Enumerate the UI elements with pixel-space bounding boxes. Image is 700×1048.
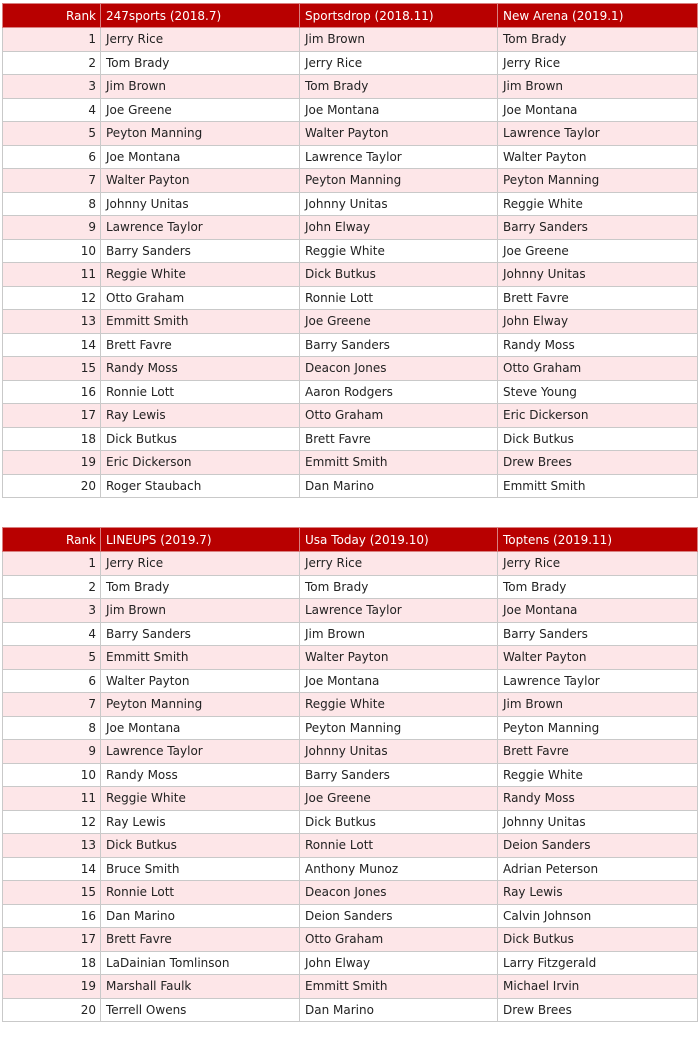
player-name-cell: Otto Graham [300, 404, 498, 428]
player-name-cell: Jerry Rice [498, 552, 698, 576]
player-name-cell: Bruce Smith [101, 857, 300, 881]
table-row [3, 427, 698, 451]
rank-cell: 20 [3, 474, 101, 498]
rank-cell: 3 [3, 599, 101, 623]
player-name-cell: Jim Brown [101, 599, 300, 623]
player-name-cell: Ronnie Lott [101, 881, 300, 905]
player-name-cell: Tom Brady [101, 575, 300, 599]
player-name-cell: Jerry Rice [300, 51, 498, 75]
rank-column-header: Rank [3, 528, 101, 552]
player-name-cell: Peyton Manning [101, 693, 300, 717]
player-name-cell: Eric Dickerson [498, 404, 698, 428]
header-row [3, 528, 698, 552]
table-row [3, 975, 698, 999]
source-column-header: LINEUPS (2019.7) [101, 528, 300, 552]
player-name-cell: Randy Moss [101, 357, 300, 381]
rank-cell: 13 [3, 310, 101, 334]
player-name-cell: Deion Sanders [498, 834, 698, 858]
source-column-header: Usa Today (2019.10) [300, 528, 498, 552]
player-name-cell: Joe Montana [498, 98, 698, 122]
table-row [3, 98, 698, 122]
player-name-cell: Lawrence Taylor [101, 740, 300, 764]
rank-cell: 1 [3, 552, 101, 576]
player-name-cell: Walter Payton [101, 169, 300, 193]
player-name-cell: Drew Brees [498, 998, 698, 1022]
player-name-cell: John Elway [300, 951, 498, 975]
source-column-header: Toptens (2019.11) [498, 528, 698, 552]
header-row [3, 4, 698, 28]
player-name-cell: Brett Favre [498, 286, 698, 310]
table-row [3, 239, 698, 263]
player-name-cell: Johnny Unitas [300, 192, 498, 216]
player-name-cell: Jim Brown [101, 75, 300, 99]
table-row [3, 834, 698, 858]
table-row [3, 575, 698, 599]
player-name-cell: Johnny Unitas [498, 810, 698, 834]
table-row [3, 474, 698, 498]
rank-column-header: Rank [3, 4, 101, 28]
table-row [3, 646, 698, 670]
player-name-cell: Ray Lewis [101, 810, 300, 834]
player-name-cell: Barry Sanders [300, 333, 498, 357]
player-name-cell: Joe Montana [300, 98, 498, 122]
player-name-cell: Reggie White [498, 192, 698, 216]
rank-cell: 16 [3, 904, 101, 928]
rank-cell: 6 [3, 145, 101, 169]
player-name-cell: Peyton Manning [498, 169, 698, 193]
player-name-cell: Dick Butkus [101, 834, 300, 858]
table-body [3, 28, 698, 498]
table-row [3, 380, 698, 404]
player-name-cell: Emmitt Smith [300, 451, 498, 475]
ranking-table-2 [2, 527, 698, 1022]
player-name-cell: Jim Brown [498, 693, 698, 717]
player-name-cell: Reggie White [300, 239, 498, 263]
rank-cell: 2 [3, 51, 101, 75]
table-row [3, 951, 698, 975]
table-row [3, 693, 698, 717]
rank-cell: 19 [3, 451, 101, 475]
table-row [3, 145, 698, 169]
player-name-cell: Barry Sanders [101, 622, 300, 646]
player-name-cell: Reggie White [498, 763, 698, 787]
player-name-cell: Walter Payton [300, 122, 498, 146]
player-name-cell: Randy Moss [101, 763, 300, 787]
table-row [3, 451, 698, 475]
player-name-cell: Emmitt Smith [101, 310, 300, 334]
rank-cell: 14 [3, 333, 101, 357]
player-name-cell: Ray Lewis [101, 404, 300, 428]
player-name-cell: John Elway [300, 216, 498, 240]
table-row [3, 286, 698, 310]
player-name-cell: Tom Brady [498, 575, 698, 599]
player-name-cell: Barry Sanders [498, 622, 698, 646]
player-name-cell: Aaron Rodgers [300, 380, 498, 404]
player-name-cell: Emmitt Smith [498, 474, 698, 498]
table-row [3, 857, 698, 881]
player-name-cell: Emmitt Smith [300, 975, 498, 999]
player-name-cell: Joe Greene [300, 787, 498, 811]
player-name-cell: Jim Brown [300, 28, 498, 52]
rank-cell: 15 [3, 881, 101, 905]
table-row [3, 740, 698, 764]
rank-cell: 6 [3, 669, 101, 693]
table-row [3, 881, 698, 905]
table-body [3, 552, 698, 1022]
source-column-header: 247sports (2018.7) [101, 4, 300, 28]
table-row [3, 75, 698, 99]
rank-cell: 7 [3, 693, 101, 717]
table-row [3, 763, 698, 787]
player-name-cell: Peyton Manning [498, 716, 698, 740]
table-row [3, 716, 698, 740]
player-name-cell: Adrian Peterson [498, 857, 698, 881]
player-name-cell: Michael Irvin [498, 975, 698, 999]
player-name-cell: Brett Favre [300, 427, 498, 451]
player-name-cell: Barry Sanders [498, 216, 698, 240]
player-name-cell: Brett Favre [498, 740, 698, 764]
player-name-cell: Otto Graham [101, 286, 300, 310]
player-name-cell: Lawrence Taylor [300, 599, 498, 623]
player-name-cell: Dick Butkus [498, 928, 698, 952]
table-row [3, 51, 698, 75]
player-name-cell: Drew Brees [498, 451, 698, 475]
player-name-cell: Jerry Rice [101, 552, 300, 576]
player-name-cell: Walter Payton [498, 145, 698, 169]
table-row [3, 998, 698, 1022]
rank-cell: 19 [3, 975, 101, 999]
player-name-cell: Emmitt Smith [101, 646, 300, 670]
player-name-cell: Jerry Rice [498, 51, 698, 75]
player-name-cell: Ronnie Lott [300, 834, 498, 858]
player-name-cell: Lawrence Taylor [498, 669, 698, 693]
rank-cell: 10 [3, 763, 101, 787]
player-name-cell: Deacon Jones [300, 881, 498, 905]
rank-cell: 9 [3, 216, 101, 240]
player-name-cell: Reggie White [101, 263, 300, 287]
player-name-cell: Walter Payton [498, 646, 698, 670]
table-row [3, 810, 698, 834]
rank-cell: 3 [3, 75, 101, 99]
player-name-cell: Calvin Johnson [498, 904, 698, 928]
rank-cell: 7 [3, 169, 101, 193]
rank-cell: 11 [3, 787, 101, 811]
player-name-cell: Eric Dickerson [101, 451, 300, 475]
player-name-cell: Reggie White [300, 693, 498, 717]
table-header [3, 528, 698, 552]
player-name-cell: Peyton Manning [101, 122, 300, 146]
player-name-cell: Anthony Munoz [300, 857, 498, 881]
player-name-cell: Walter Payton [300, 646, 498, 670]
player-name-cell: Steve Young [498, 380, 698, 404]
table-row [3, 404, 698, 428]
player-name-cell: Tom Brady [300, 575, 498, 599]
table-row [3, 28, 698, 52]
player-name-cell: Ronnie Lott [300, 286, 498, 310]
rank-cell: 5 [3, 122, 101, 146]
player-name-cell: Joe Montana [101, 716, 300, 740]
player-name-cell: Jerry Rice [101, 28, 300, 52]
player-name-cell: Deacon Jones [300, 357, 498, 381]
player-name-cell: Peyton Manning [300, 169, 498, 193]
player-name-cell: Peyton Manning [300, 716, 498, 740]
player-name-cell: Joe Montana [498, 599, 698, 623]
rank-cell: 2 [3, 575, 101, 599]
player-name-cell: Dick Butkus [300, 263, 498, 287]
player-name-cell: Lawrence Taylor [498, 122, 698, 146]
table-row [3, 357, 698, 381]
rank-cell: 12 [3, 810, 101, 834]
rank-cell: 17 [3, 404, 101, 428]
player-name-cell: Barry Sanders [101, 239, 300, 263]
player-name-cell: Johnny Unitas [101, 192, 300, 216]
player-name-cell: Walter Payton [101, 669, 300, 693]
player-name-cell: Lawrence Taylor [300, 145, 498, 169]
table-row [3, 192, 698, 216]
player-name-cell: Roger Staubach [101, 474, 300, 498]
rank-cell: 5 [3, 646, 101, 670]
player-name-cell: Dick Butkus [300, 810, 498, 834]
table-row [3, 599, 698, 623]
player-name-cell: Johnny Unitas [498, 263, 698, 287]
player-name-cell: John Elway [498, 310, 698, 334]
player-name-cell: Otto Graham [300, 928, 498, 952]
player-name-cell: Tom Brady [101, 51, 300, 75]
table-row [3, 216, 698, 240]
player-name-cell: Ronnie Lott [101, 380, 300, 404]
player-name-cell: Dan Marino [300, 998, 498, 1022]
player-name-cell: Randy Moss [498, 787, 698, 811]
player-name-cell: Ray Lewis [498, 881, 698, 905]
player-name-cell: Joe Montana [101, 145, 300, 169]
source-column-header: New Arena (2019.1) [498, 4, 698, 28]
player-name-cell: Larry Fitzgerald [498, 951, 698, 975]
table-row [3, 333, 698, 357]
player-name-cell: Johnny Unitas [300, 740, 498, 764]
source-column-header: Sportsdrop (2018.11) [300, 4, 498, 28]
rank-cell: 1 [3, 28, 101, 52]
rank-cell: 13 [3, 834, 101, 858]
player-name-cell: Marshall Faulk [101, 975, 300, 999]
rank-cell: 14 [3, 857, 101, 881]
player-name-cell: Reggie White [101, 787, 300, 811]
player-name-cell: Jerry Rice [300, 552, 498, 576]
player-name-cell: LaDainian Tomlinson [101, 951, 300, 975]
player-name-cell: Dan Marino [101, 904, 300, 928]
table-row [3, 122, 698, 146]
rank-cell: 9 [3, 740, 101, 764]
table-row [3, 928, 698, 952]
player-name-cell: Randy Moss [498, 333, 698, 357]
rank-cell: 17 [3, 928, 101, 952]
rank-cell: 16 [3, 380, 101, 404]
table-row [3, 169, 698, 193]
rank-cell: 4 [3, 98, 101, 122]
table-header [3, 4, 698, 28]
player-name-cell: Brett Favre [101, 928, 300, 952]
table-row [3, 904, 698, 928]
player-name-cell: Jim Brown [300, 622, 498, 646]
player-name-cell: Dan Marino [300, 474, 498, 498]
player-name-cell: Otto Graham [498, 357, 698, 381]
rank-cell: 20 [3, 998, 101, 1022]
table-row [3, 669, 698, 693]
table-row [3, 622, 698, 646]
player-name-cell: Tom Brady [498, 28, 698, 52]
table-row [3, 310, 698, 334]
rank-cell: 18 [3, 951, 101, 975]
player-name-cell: Jim Brown [498, 75, 698, 99]
table-row [3, 552, 698, 576]
player-name-cell: Tom Brady [300, 75, 498, 99]
player-name-cell: Terrell Owens [101, 998, 300, 1022]
player-name-cell: Lawrence Taylor [101, 216, 300, 240]
player-name-cell: Barry Sanders [300, 763, 498, 787]
rank-cell: 10 [3, 239, 101, 263]
player-name-cell: Deion Sanders [300, 904, 498, 928]
rank-cell: 11 [3, 263, 101, 287]
rank-cell: 8 [3, 192, 101, 216]
player-name-cell: Joe Greene [300, 310, 498, 334]
table-row [3, 787, 698, 811]
rank-cell: 15 [3, 357, 101, 381]
ranking-table-1 [2, 3, 698, 498]
player-name-cell: Joe Montana [300, 669, 498, 693]
rank-cell: 18 [3, 427, 101, 451]
rank-cell: 12 [3, 286, 101, 310]
player-name-cell: Joe Greene [101, 98, 300, 122]
rank-cell: 4 [3, 622, 101, 646]
player-name-cell: Dick Butkus [498, 427, 698, 451]
player-name-cell: Brett Favre [101, 333, 300, 357]
player-name-cell: Dick Butkus [101, 427, 300, 451]
rank-cell: 8 [3, 716, 101, 740]
player-name-cell: Joe Greene [498, 239, 698, 263]
table-row [3, 263, 698, 287]
